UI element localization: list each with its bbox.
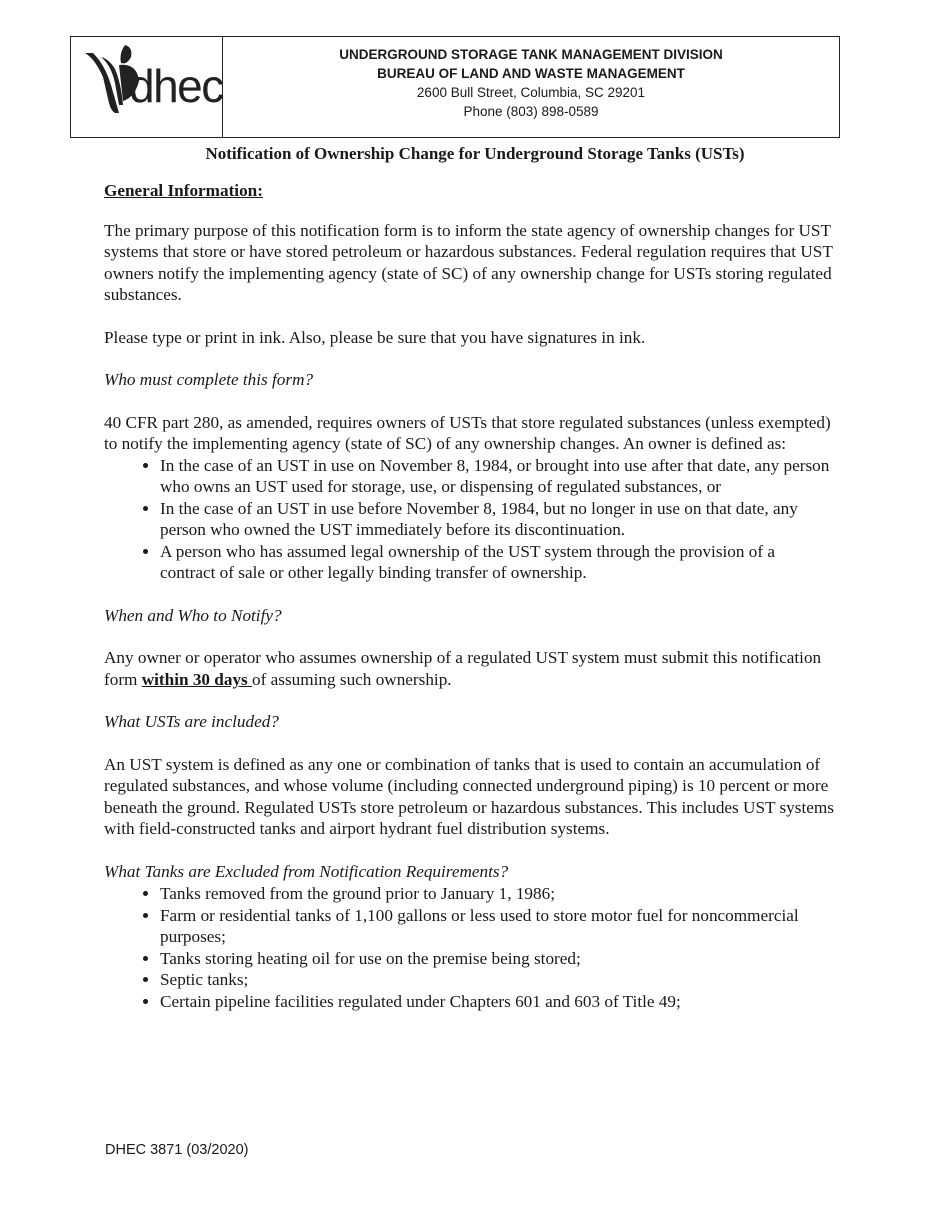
list-item: • Tanks removed from the ground prior to January 1, 1986; (160, 883, 834, 905)
list-item: • In the case of an UST in use on November 8, 1984, or brought into use after that date, any person who owns an UST used for storage, use, or dispensing of regulated substances, or (160, 455, 834, 498)
phone: Phone (803) 898-0589 (463, 104, 599, 119)
list-item: • A person who has assumed legal ownership of the UST system through the provision of a contract of sale or other legally binding transfer of ownership. (160, 541, 834, 584)
owner-definition-list (104, 455, 834, 584)
list-item: • Tanks storing heating oil for use on the premise being stored; (160, 948, 834, 970)
list-item: • In the case of an UST in use before November 8, 1984, but no longer in use on that date, any person who owned the UST immediately before its discontinuation. (160, 498, 834, 541)
division-name: UNDERGROUND STORAGE TANK MANAGEMENT DIVISION (339, 47, 723, 62)
form-id: DHEC 3871 (03/2020) (105, 1142, 249, 1158)
logo-text: dhec (129, 60, 223, 112)
list-item: • Septic tanks; (160, 969, 834, 991)
bureau-name: BUREAU OF LAND AND WASTE MANAGEMENT (377, 66, 685, 81)
list-item: • Farm or residential tanks of 1,100 gallons or less used to store motor fuel for noncommercial purposes; (160, 905, 834, 948)
address: 2600 Bull Street, Columbia, SC 29201 (416, 85, 646, 100)
when-who-text-before: Any owner or operator who assumes ownership of a regulated UST system must submit this notification form (104, 648, 822, 689)
what-included-question: What USTs are included? (104, 712, 279, 731)
document-title: Notification of Ownership Change for Underground Storage Tanks (USTs) (205, 144, 745, 163)
logo (71, 37, 223, 137)
agency-info (223, 45, 839, 121)
when-who-text-after: of assuming such ownership. (252, 669, 452, 689)
general-info-paragraph-2: Please type or print in ink. Also, please be sure that you have signatures in ink. (104, 327, 646, 347)
excluded-question: What Tanks are Excluded from Notification Requirements? (104, 861, 509, 881)
general-info-paragraph-1: The primary purpose of this notification form is to inform the state agency of ownership changes for UST systems that store or have stored petroleum or hazardous substances. Federal regulation requires that UST owners notify the implementing agency (state of SC) of any ownership change for USTs storing regulated substances. (104, 220, 833, 304)
document-body (104, 180, 834, 1033)
general-info-heading: General Information: (104, 181, 263, 200)
deadline-emphasis: within 30 days (141, 669, 253, 689)
excluded-tanks-list (104, 883, 834, 1012)
list-item: • Certain pipeline facilities regulated under Chapters 601 and 603 of Title 49; (160, 991, 834, 1013)
when-who-paragraph (104, 647, 834, 690)
who-must-intro: 40 CFR part 280, as amended, requires owners of USTs that store regulated substances (unless exempted) to notify the implementing agency (state of SC) of any ownership changes. An owner is defined as: (104, 412, 831, 453)
when-who-question: When and Who to Notify? (104, 605, 282, 625)
letterhead-box (70, 36, 840, 138)
who-must-question: Who must complete this form? (104, 370, 314, 389)
what-included-paragraph: An UST system is defined as any one or combination of tanks that is used to contain an accumulation of regulated substances, and whose volume (including connected underground piping) is 10 percent or more beneath the ground. Regulated USTs store petroleum or hazardous substances. This includes UST systems with field-constructed tanks and airport hydrant fuel distribution systems. (104, 754, 834, 838)
